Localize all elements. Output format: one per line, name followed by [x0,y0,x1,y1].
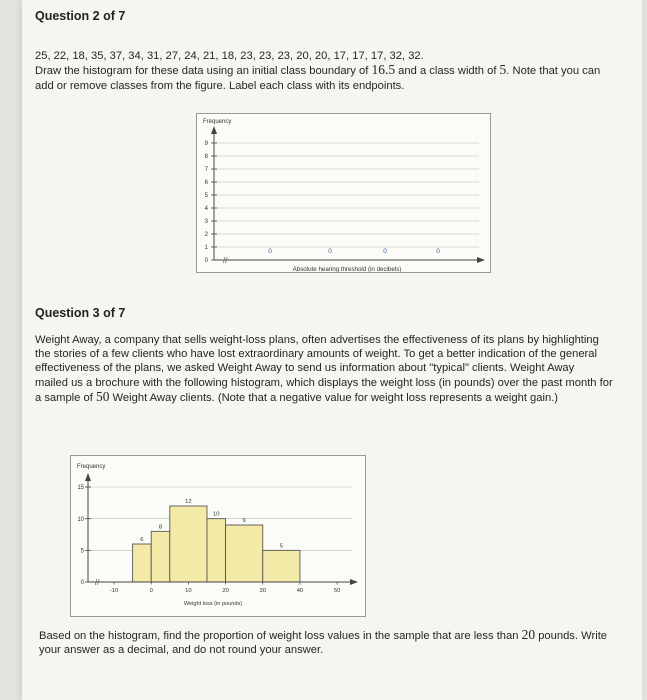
question-2-title: Question 2 of 7 [35,9,126,23]
histogram-editor-figure[interactable] [196,113,491,273]
threshold-value: 20 [521,627,536,642]
histogram-x-tick-label: 20 [222,588,229,594]
width-value: 5 [499,62,507,77]
histogram-bar [226,525,263,582]
histogram-y-tick-label: 5 [80,548,84,555]
question-2-instructions-line2: add or remove classes from the figure. Label each class with its endpoints. [35,80,405,92]
question-2-data-line: 25, 22, 18, 35, 37, 34, 31, 27, 24, 21, 18, 23, 23, 23, 20, 20, 17, 17, 17, 32, 32. [35,50,424,62]
q3-prompt [39,628,644,643]
histogram-bar [170,506,207,582]
q2-axis-break: // [223,256,228,265]
q2-y-tick-label: 2 [204,232,208,239]
sample-size: 50 [95,388,110,404]
histogram-x-axis-arrow [350,579,358,585]
histogram-bar-value-label: 9 [242,518,246,524]
histogram-x-tick-label: 40 [296,588,304,594]
q3-line-2: the stories of a few clients who have lost extraordinary amounts of weight. To get a better indication of the general [35,348,597,361]
q3-line-5-b: Weight Away clients. (Note that a negative value for weight loss represents a weight gain.) [109,391,559,404]
histogram-bar-value-label: 12 [185,499,192,505]
q2-bin-labels[interactable] [268,248,440,255]
histogram-x-tick-label: 50 [333,588,341,594]
q3-prompt-a: Based on the histogram, find the proportion of weight loss values in the sample that are less than [39,630,522,642]
q2-y-tick-label: 1 [204,245,208,252]
histogram-x-tick-label: -10 [109,588,119,594]
histogram-bar [263,550,300,582]
q2-y-tick-label: 6 [204,180,208,187]
q2-y-axis-arrow [211,126,217,134]
instr-part-a: Draw the histogram for these data using an initial class boundary of [35,65,372,77]
boundary-value: 16.5 [371,62,396,77]
q2-x-axis-arrow [477,257,485,263]
q2-y-tick-label: 4 [204,206,208,213]
q2-gridlines [214,143,479,247]
q3-line-4: mailed us a brochure with the following histogram, which displays the weight loss (in pounds) over the past month for [35,376,613,389]
histogram-y-ticks [77,485,91,586]
q3-line-3: effectiveness of the plans, we asked Weight Away to send us information about "typical" clients. Weight Away [35,362,575,375]
histogram-bar-value-label: 6 [140,537,144,543]
q3-prompt-b: pounds. Write [535,630,608,642]
q2-y-tick-label: 0 [204,258,208,265]
histogram-x-tick-label: 30 [259,588,266,594]
histogram-y-tick-label: 15 [77,485,84,492]
q2-y-tick-label: 9 [204,141,208,148]
histogram-x-tick-label: 0 [149,588,153,594]
question-2-instructions [35,63,645,78]
histogram-bar-value-label: 10 [213,511,220,518]
histogram-bar [151,531,170,582]
histogram-x-label: Weight loss (in pounds) [183,601,243,607]
q2-y-tick-label: 8 [204,154,208,161]
histogram-bar [133,544,152,582]
q2-y-axis-title: Frequency [203,119,232,125]
q2-bin-endpoint-label[interactable]: 0 [383,248,387,255]
q2-y-tick-label: 7 [204,167,208,174]
weight-loss-histogram-figure [70,455,366,617]
histogram-x-ticks [110,582,341,594]
histogram-axis-break: // [95,578,100,587]
histogram-y-tick-label: 0 [80,580,84,587]
instr-part-c: . Note that you can [506,65,601,77]
histogram-bar-value-label: 5 [279,543,283,550]
q3-line-5-a: a sample of [35,391,96,404]
q3-line-5 [35,390,647,405]
instr-part-b: and a class width of [395,65,500,77]
q3-prompt-line2: your answer as a decimal, and do not round your answer. [39,644,324,656]
q2-bin-endpoint-label[interactable]: 0 [436,248,440,255]
q3-line-1: Weight Away, a company that sells weight-loss plans, often advertises the effectiveness of its plans by highlighting [35,334,599,346]
histogram-bar [207,519,226,582]
q2-y-ticks [205,141,217,264]
q2-x-axis-label: Absolute hearing threshold (in decibels) [292,266,402,272]
histogram-y-title: Frequency [77,464,106,470]
histogram-y-axis-arrow [85,473,91,481]
histogram-bar-value-label: 8 [158,524,163,531]
question-3-title: Question 3 of 7 [35,306,126,320]
q2-bin-endpoint-label[interactable]: 0 [268,248,272,255]
question-3-body [35,333,647,405]
histogram-y-tick-label: 10 [77,516,84,523]
q2-bin-endpoint-label[interactable]: 0 [328,248,332,255]
histogram-editor-canvas[interactable] [197,114,490,272]
weight-loss-histogram [71,456,365,616]
q2-y-tick-label: 5 [204,193,208,200]
q2-y-tick-label: 3 [204,219,208,226]
histogram-x-tick-label: 10 [185,588,192,594]
